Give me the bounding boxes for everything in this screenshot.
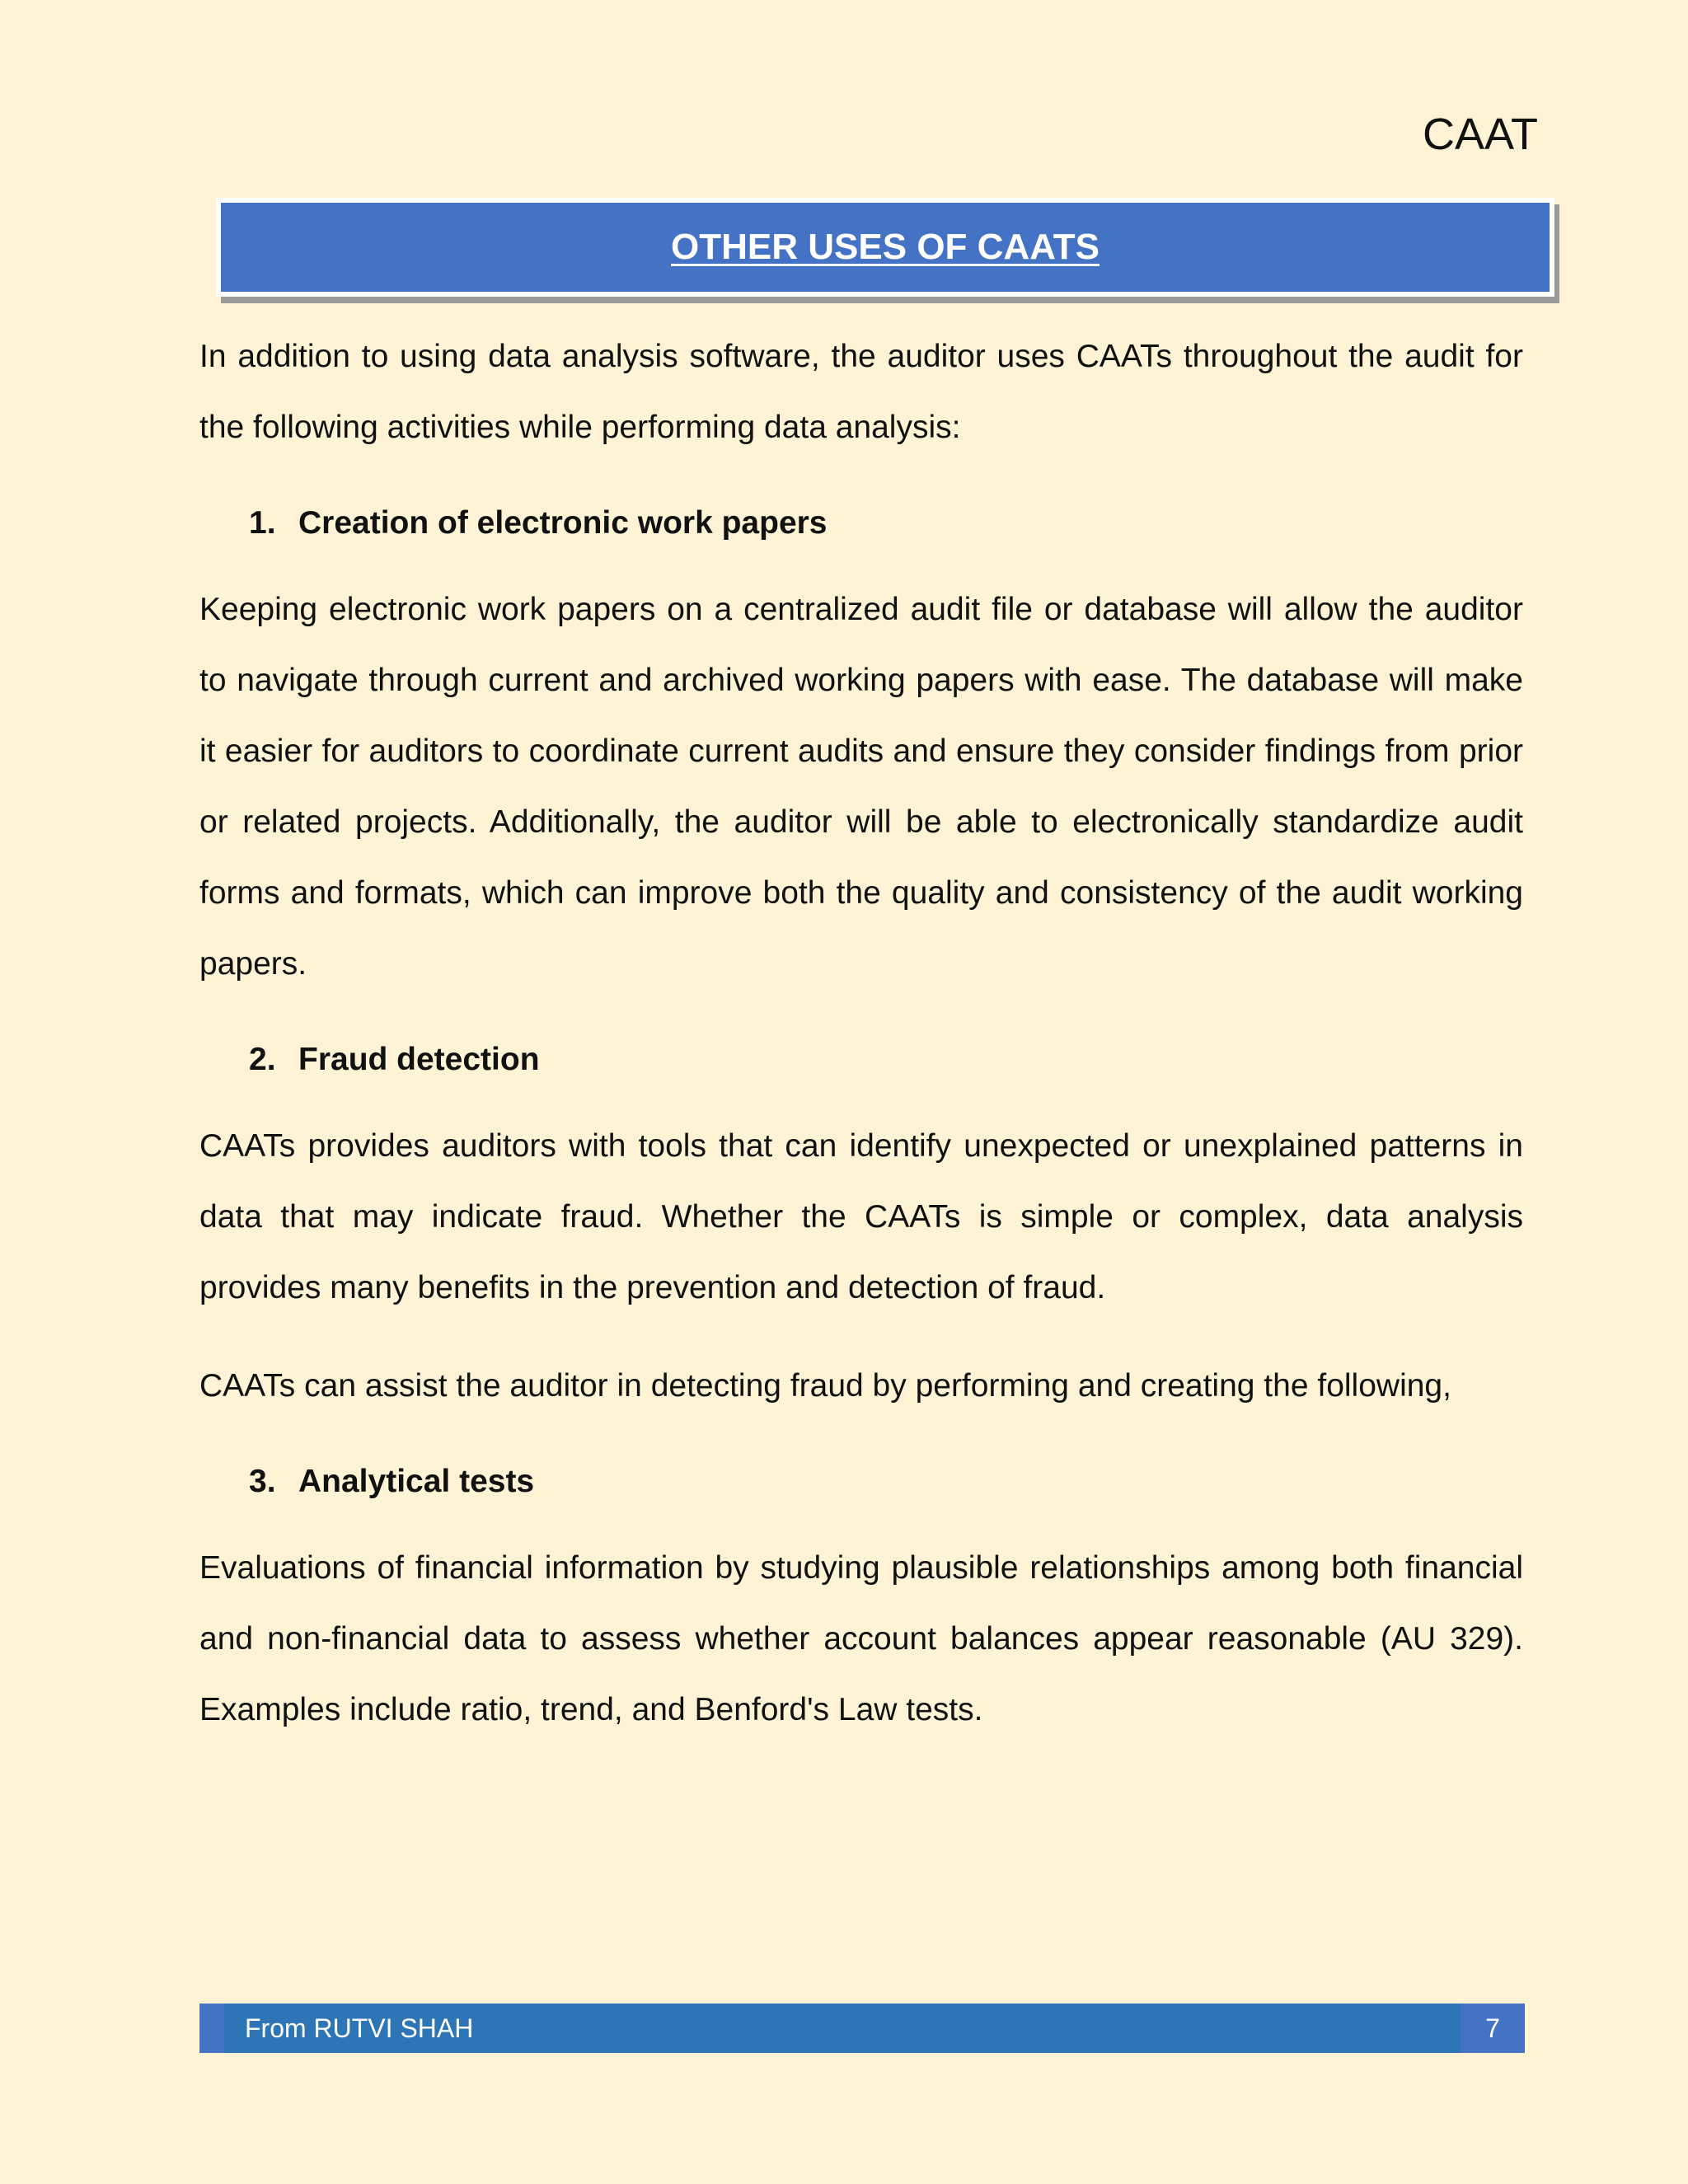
section-heading-electronic-work-papers bbox=[199, 490, 1523, 556]
title-banner bbox=[216, 198, 1554, 297]
body-paragraph: Evaluations of financial information by studying plausible relationships among both financial and non-financial data to assess whether account balances appear reasonable (AU 329). Examples include ratio, trend, and Benford's Law tests. bbox=[199, 1550, 1523, 1727]
section-heading-text: Fraud detection bbox=[298, 1042, 540, 1077]
section-heading-text: Analytical tests bbox=[298, 1464, 535, 1499]
banner-title: OTHER USES OF CAATS bbox=[671, 227, 1100, 267]
footer-accent-bar bbox=[199, 2004, 224, 2053]
body-paragraph: Keeping electronic work papers on a centralized audit file or database will allow the auditor to navigate through current and archived working papers with ease. The database will make it easier for auditors to coordinate current audits and ensure they consider findings from prior or related projects. Additionally, the auditor will be able to electronically standardize audit forms and formats, which can improve both the quality and consistency of the audit working papers. bbox=[199, 592, 1523, 982]
section-heading-fraud-detection bbox=[199, 1027, 1523, 1093]
section-number: 3. bbox=[249, 1464, 276, 1499]
section-heading-text: Creation of electronic work papers bbox=[298, 505, 828, 541]
page-number: 7 bbox=[1461, 2004, 1525, 2053]
page-footer bbox=[199, 2004, 1525, 2053]
intro-paragraph: In addition to using data analysis software, the auditor uses CAATs throughout the audit for the following activities while performing data analysis: bbox=[199, 339, 1523, 445]
section-heading-analytical-tests bbox=[199, 1449, 1523, 1515]
footer-author: From RUTVI SHAH bbox=[245, 2013, 474, 2043]
document-body bbox=[199, 321, 1523, 1773]
page-header-title: CAAT bbox=[1422, 110, 1538, 159]
section-number: 1. bbox=[249, 505, 276, 541]
section-number: 2. bbox=[249, 1042, 276, 1077]
body-paragraph: CAATs can assist the auditor in detecting fraud by performing and creating the following, bbox=[199, 1368, 1451, 1404]
body-paragraph: CAATs provides auditors with tools that can identify unexpected or unexplained patterns in data that may indicate fraud. Whether the CAATs is simple or complex, data analysis provides many benefits in the prevention and detection of fraud. bbox=[199, 1128, 1523, 1305]
